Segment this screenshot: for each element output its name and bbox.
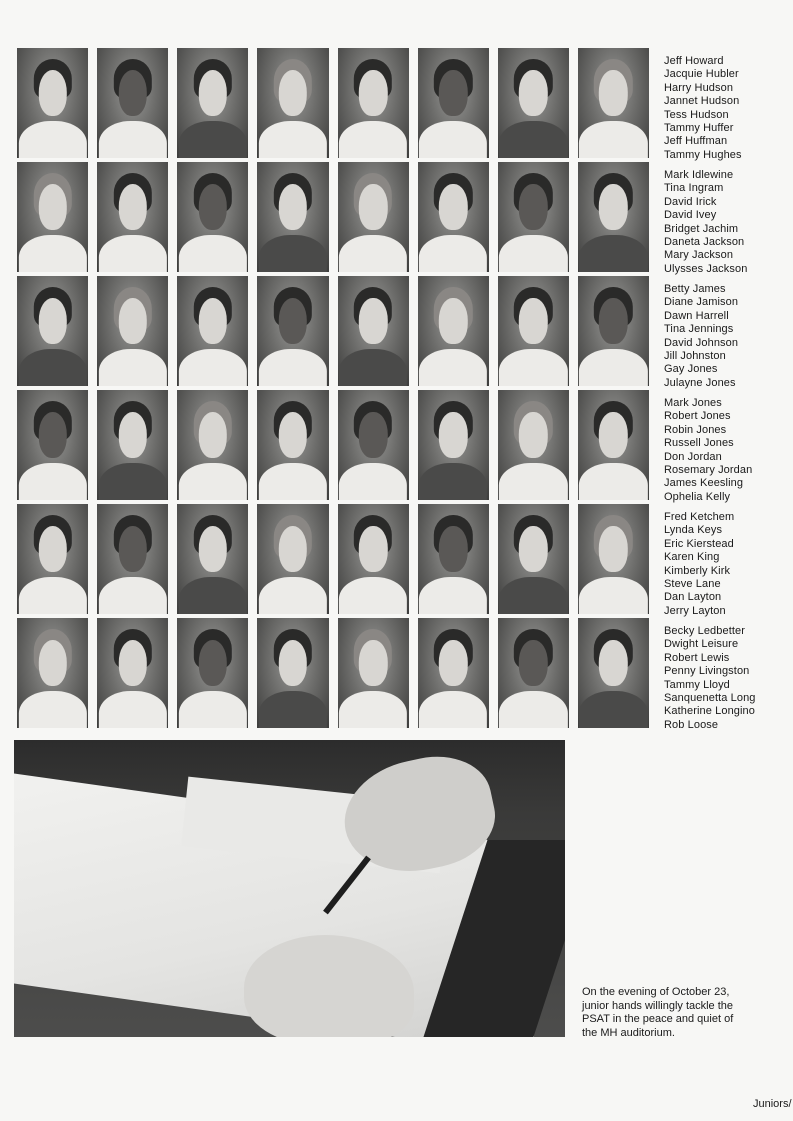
portrait-body xyxy=(499,121,567,158)
name-5-1: Fred Ketchem xyxy=(664,511,735,523)
portrait-body xyxy=(99,691,167,728)
portrait-head xyxy=(519,640,547,686)
portrait-head xyxy=(199,526,227,572)
name-1-7: Jeff Huffman xyxy=(664,135,728,148)
portrait-photo xyxy=(257,162,328,272)
name-1-4: Jannet Hudson xyxy=(664,95,740,108)
name-group-row-3 xyxy=(664,283,789,397)
portrait-body xyxy=(339,577,407,614)
name-4-8: Ophelia Kelly xyxy=(664,490,731,503)
name-6-4: Penny Livingston xyxy=(664,665,750,678)
portrait-body xyxy=(579,463,647,500)
name-4-1: Mark Jones xyxy=(664,397,722,409)
portrait-head xyxy=(359,526,387,572)
portrait-body xyxy=(179,577,247,614)
portrait-photo xyxy=(97,48,168,158)
portrait-head xyxy=(279,298,307,344)
name-5-3: Eric Kierstead xyxy=(664,537,734,550)
portrait-body xyxy=(419,349,487,386)
portrait-body xyxy=(419,577,487,614)
portrait-head xyxy=(439,526,467,572)
portrait-body xyxy=(259,349,327,386)
name-5-4: Karen King xyxy=(664,551,720,564)
portrait-photo xyxy=(17,618,88,728)
name-4-3: Robin Jones xyxy=(664,423,727,436)
portrait-photo xyxy=(578,162,649,272)
portrait-body xyxy=(259,691,327,728)
name-1-5: Tess Hudson xyxy=(664,108,729,121)
portrait-photo xyxy=(498,390,569,500)
name-5-7: Dan Layton xyxy=(664,591,722,604)
portrait-head xyxy=(439,640,467,686)
portrait-body xyxy=(259,577,327,614)
name-1-1: Jeff Howard xyxy=(664,55,724,67)
portrait-head xyxy=(519,298,547,344)
page-folio: Juniors/ xyxy=(753,1098,792,1110)
portrait-body xyxy=(179,235,247,272)
portrait-photo xyxy=(17,162,88,272)
name-3-4: Tina Jennings xyxy=(664,323,734,336)
name-4-7: James Keesling xyxy=(664,477,744,490)
portrait-head xyxy=(199,70,227,116)
portrait-body xyxy=(419,235,487,272)
portrait-head xyxy=(38,412,66,458)
portrait-head xyxy=(199,412,227,458)
portrait-body xyxy=(179,349,247,386)
portrait-body xyxy=(259,235,327,272)
portrait-body xyxy=(419,691,487,728)
portrait-body xyxy=(18,349,86,386)
portrait-photo xyxy=(177,618,248,728)
name-6-1: Becky Ledbetter xyxy=(664,625,745,637)
name-3-2: Diane Jamison xyxy=(664,296,739,309)
portrait-body xyxy=(579,691,647,728)
portrait-body xyxy=(18,463,86,500)
name-1-8: Tammy Hughes xyxy=(664,148,742,161)
portrait-head xyxy=(519,184,547,230)
caption-line-1: On the evening of October 23, xyxy=(582,986,730,998)
portrait-head xyxy=(599,70,627,116)
portrait-body xyxy=(179,121,247,158)
portrait-photo xyxy=(578,504,649,614)
name-4-2: Robert Jones xyxy=(664,410,731,423)
portrait-head xyxy=(439,298,467,344)
portrait-body xyxy=(99,349,167,386)
name-4-4: Russell Jones xyxy=(664,437,734,450)
portrait-photo xyxy=(257,276,328,386)
name-3-3: Dawn Harrell xyxy=(664,309,729,322)
portrait-head xyxy=(599,298,627,344)
portrait-body xyxy=(499,349,567,386)
portrait-head xyxy=(118,640,146,686)
portrait-body xyxy=(259,121,327,158)
portrait-head xyxy=(38,640,66,686)
portrait-head xyxy=(359,412,387,458)
portrait-body xyxy=(339,121,407,158)
portrait-body xyxy=(579,577,647,614)
name-2-3: David Irick xyxy=(664,195,717,208)
name-2-1: Mark Idlewine xyxy=(664,169,734,181)
portrait-photo xyxy=(338,504,409,614)
name-group-row-5 xyxy=(664,511,789,625)
portrait-head xyxy=(199,184,227,230)
portrait-photo xyxy=(97,276,168,386)
caption-line-4: the MH auditorium. xyxy=(582,1026,675,1039)
portrait-body xyxy=(99,235,167,272)
portrait-photo xyxy=(17,504,88,614)
portrait-photo xyxy=(498,618,569,728)
portrait-photo xyxy=(177,48,248,158)
portrait-photo xyxy=(498,48,569,158)
portrait-head xyxy=(599,526,627,572)
portrait-head xyxy=(118,412,146,458)
portrait-body xyxy=(499,577,567,614)
portrait-photo xyxy=(418,48,489,158)
portrait-head xyxy=(599,412,627,458)
portrait-head xyxy=(279,640,307,686)
portrait-head xyxy=(279,526,307,572)
portrait-photo xyxy=(17,48,88,158)
portrait-head xyxy=(279,70,307,116)
portrait-head xyxy=(118,298,146,344)
portrait-photo xyxy=(257,48,328,158)
name-4-5: Don Jordan xyxy=(664,450,722,463)
portrait-body xyxy=(579,349,647,386)
portrait-body xyxy=(259,463,327,500)
name-2-5: Bridget Jachim xyxy=(664,222,739,235)
portrait-body xyxy=(499,463,567,500)
portrait-body xyxy=(579,121,647,158)
name-5-2: Lynda Keys xyxy=(664,524,723,537)
portrait-head xyxy=(118,184,146,230)
name-group-row-2 xyxy=(664,169,789,283)
portrait-body xyxy=(179,463,247,500)
portrait-photo xyxy=(338,276,409,386)
name-2-7: Mary Jackson xyxy=(664,249,734,262)
portrait-head xyxy=(359,70,387,116)
name-6-7: Katherine Longino xyxy=(664,705,755,718)
portrait-photo xyxy=(177,390,248,500)
name-6-5: Tammy Lloyd xyxy=(664,678,730,691)
portrait-head xyxy=(359,298,387,344)
portrait-photo xyxy=(338,162,409,272)
portrait-grid xyxy=(17,48,649,728)
portrait-photo xyxy=(578,618,649,728)
name-2-4: David Ivey xyxy=(664,209,717,222)
portrait-photo xyxy=(338,618,409,728)
name-4-6: Rosemary Jordan xyxy=(664,464,753,477)
portrait-photo xyxy=(177,504,248,614)
portrait-photo xyxy=(97,390,168,500)
portrait-body xyxy=(99,463,167,500)
name-3-1: Betty James xyxy=(664,283,726,295)
portrait-photo xyxy=(257,390,328,500)
portrait-photo xyxy=(498,504,569,614)
name-6-2: Dwight Leisure xyxy=(664,638,739,651)
name-2-8: Ulysses Jackson xyxy=(664,262,748,275)
name-3-7: Gay Jones xyxy=(664,363,718,376)
name-3-8: Julayne Jones xyxy=(664,376,736,389)
portrait-head xyxy=(118,70,146,116)
portrait-body xyxy=(18,235,86,272)
portrait-photo xyxy=(97,618,168,728)
portrait-head xyxy=(439,70,467,116)
portrait-photo xyxy=(578,276,649,386)
portrait-head xyxy=(38,298,66,344)
portrait-photo xyxy=(498,276,569,386)
portrait-head xyxy=(359,184,387,230)
name-2-6: Daneta Jackson xyxy=(664,236,745,249)
portrait-head xyxy=(599,184,627,230)
portrait-photo xyxy=(257,618,328,728)
portrait-head xyxy=(599,640,627,686)
portrait-head xyxy=(359,640,387,686)
portrait-body xyxy=(419,463,487,500)
portrait-photo xyxy=(17,390,88,500)
name-1-6: Tammy Huffer xyxy=(664,122,734,135)
name-2-2: Tina Ingram xyxy=(664,182,724,195)
name-group-row-6 xyxy=(664,625,789,739)
name-group-row-4 xyxy=(664,397,789,511)
name-1-3: Harry Hudson xyxy=(664,81,734,94)
portrait-body xyxy=(18,121,86,158)
portrait-head xyxy=(199,640,227,686)
name-5-6: Steve Lane xyxy=(664,578,721,591)
portrait-head xyxy=(38,70,66,116)
portrait-photo xyxy=(418,390,489,500)
name-6-3: Robert Lewis xyxy=(664,651,730,664)
portrait-head xyxy=(118,526,146,572)
name-3-5: David Johnson xyxy=(664,336,739,349)
portrait-head xyxy=(519,412,547,458)
portrait-body xyxy=(579,235,647,272)
portrait-photo xyxy=(418,162,489,272)
candid-photo-psat xyxy=(14,740,565,1037)
portrait-body xyxy=(99,121,167,158)
portrait-head xyxy=(279,412,307,458)
portrait-head xyxy=(279,184,307,230)
portrait-photo xyxy=(578,48,649,158)
portrait-photo xyxy=(17,276,88,386)
name-5-8: Jerry Layton xyxy=(664,604,726,617)
name-3-6: Jill Johnston xyxy=(664,350,726,363)
portrait-photo xyxy=(97,504,168,614)
portrait-body xyxy=(179,691,247,728)
portrait-head xyxy=(519,526,547,572)
portrait-body xyxy=(419,121,487,158)
portrait-photo xyxy=(338,390,409,500)
name-list xyxy=(664,55,789,739)
portrait-body xyxy=(339,235,407,272)
portrait-body xyxy=(339,463,407,500)
portrait-photo xyxy=(177,162,248,272)
name-1-2: Jacquie Hubler xyxy=(664,68,739,81)
portrait-body xyxy=(99,577,167,614)
portrait-body xyxy=(499,691,567,728)
portrait-head xyxy=(38,184,66,230)
portrait-photo xyxy=(257,504,328,614)
portrait-photo xyxy=(418,618,489,728)
portrait-photo xyxy=(498,162,569,272)
portrait-body xyxy=(18,577,86,614)
portrait-photo xyxy=(578,390,649,500)
portrait-head xyxy=(38,526,66,572)
portrait-body xyxy=(499,235,567,272)
portrait-photo xyxy=(177,276,248,386)
portrait-body xyxy=(339,349,407,386)
portrait-head xyxy=(519,70,547,116)
portrait-head xyxy=(439,412,467,458)
caption-line-2: junior hands willingly tackle the xyxy=(582,999,734,1012)
portrait-photo xyxy=(418,276,489,386)
portrait-body xyxy=(18,691,86,728)
portrait-photo xyxy=(338,48,409,158)
name-5-5: Kimberly Kirk xyxy=(664,564,731,577)
name-6-8: Rob Loose xyxy=(664,718,719,731)
portrait-body xyxy=(339,691,407,728)
caption-line-3: PSAT in the peace and quiet of xyxy=(582,1013,734,1026)
portrait-photo xyxy=(97,162,168,272)
portrait-photo xyxy=(418,504,489,614)
portrait-head xyxy=(199,298,227,344)
portrait-head xyxy=(439,184,467,230)
name-6-6: Sanquenetta Long xyxy=(664,692,756,705)
name-group-row-1 xyxy=(664,55,789,169)
photo-caption xyxy=(582,986,762,1040)
